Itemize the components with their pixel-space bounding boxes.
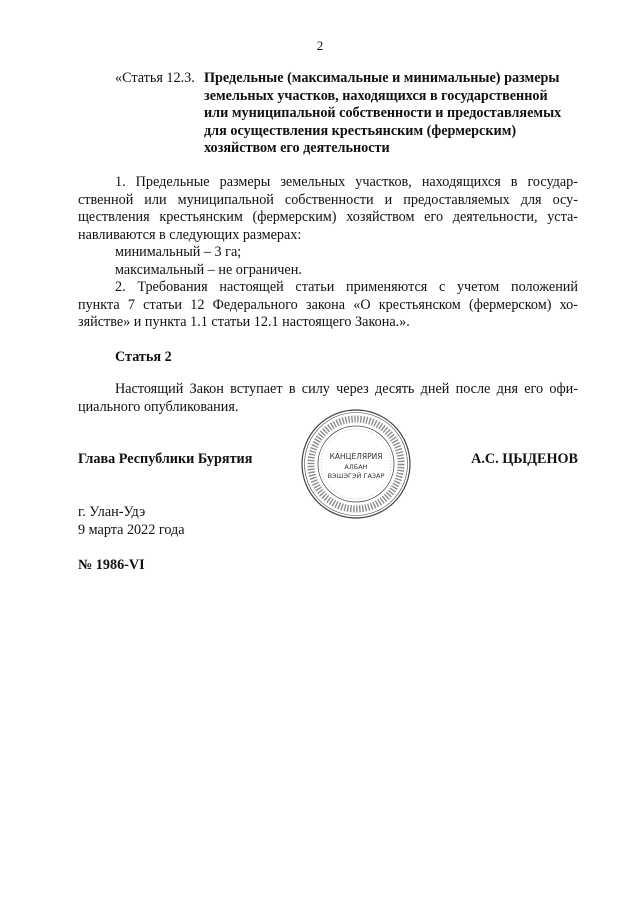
page-number: 2: [316, 38, 324, 53]
paragraph-line: навливаются в следующих размерах:: [78, 226, 302, 243]
article-12-3-body: [78, 174, 578, 332]
article-12-3-heading: [115, 70, 585, 158]
article-title: [204, 70, 585, 158]
paragraph-line: циального опубликования.: [78, 398, 239, 415]
document-number: № 1986-VI: [78, 557, 145, 573]
paragraph-line: ственной или муниципальной собственности и предоставляемых для осу-: [78, 191, 578, 208]
article-title-line: или муниципальной собственности и предоставляемых: [204, 105, 562, 121]
stamp-text: КАНЦЕЛЯРИЯ: [329, 452, 383, 461]
stamp-text: ВЭШЭГЭЙ ГАЗАР: [327, 472, 385, 480]
paragraph-line: Настоящий Закон вступает в силу через десять дней после дня его офи-: [115, 381, 578, 397]
article-title-line: земельных участков, находящихся в государственной: [204, 87, 548, 104]
article-title-line: для осуществления крестьянским (фермерским): [204, 122, 517, 139]
paragraph-line: пункта 7 статьи 12 Федерального закона «О крестьянском (фермерском) хо-: [78, 296, 578, 313]
min-size-line: минимальный – 3 га;: [115, 244, 242, 260]
signer-title: Глава Республики Бурятия: [78, 451, 253, 467]
paragraph-line: 2. Требования настоящей статьи применяются с учетом положений: [115, 279, 578, 295]
place: г. Улан-Удэ: [78, 504, 146, 520]
date: 9 марта 2022 года: [78, 521, 185, 538]
article-title-line: Предельные (максимальные и минимальные) размеры: [204, 70, 560, 86]
paragraph-1: [78, 174, 578, 244]
paragraph-line: ществления крестьянским (фермерским) хозяйством его деятельности, уста-: [78, 209, 578, 225]
max-size-line: максимальный – не ограничен.: [115, 261, 302, 278]
place-and-date: [78, 504, 185, 539]
official-seal-stamp: [300, 408, 412, 520]
article-prefix: «Статья 12.3.: [115, 70, 195, 86]
stamp-text: АЛБАН: [344, 463, 368, 471]
paragraph-line: зяйстве» и пункта 1.1 статьи 12.1 настоящего Закона.».: [78, 314, 410, 330]
article-2-heading: Статья 2: [115, 349, 172, 365]
article-title-line: хозяйством его деятельности: [204, 140, 390, 156]
paragraph-line: 1. Предельные размеры земельных участков, находящихся в государ-: [115, 174, 578, 190]
signer-name: А.С. ЦЫДЕНОВ: [471, 451, 578, 467]
paragraph-2: [78, 279, 578, 332]
